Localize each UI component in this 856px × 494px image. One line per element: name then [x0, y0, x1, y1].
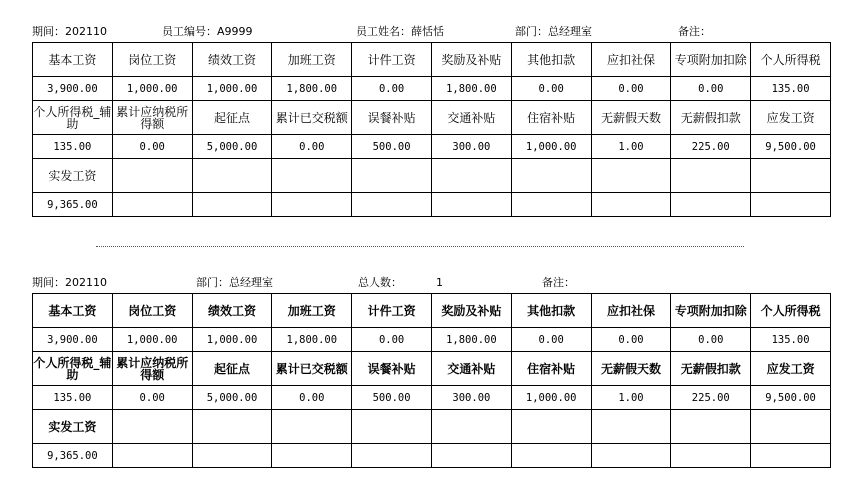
empty-cell [671, 444, 751, 468]
cell-value: 1,800.00 [272, 77, 352, 101]
cell-value: 0.00 [511, 328, 591, 352]
empty-cell [192, 410, 272, 444]
column-header: 奖励及补贴 [431, 43, 511, 77]
employee-number-label: 员工编号：A9999 [162, 25, 253, 38]
total-count-label: 总人数： [358, 276, 402, 289]
empty-cell [751, 444, 831, 468]
column-header: 专项附加扣除 [671, 43, 751, 77]
slip-divider [96, 246, 744, 247]
empty-cell [272, 410, 352, 444]
column-header: 计件工资 [352, 43, 432, 77]
column-header: 累计已交税额 [272, 101, 352, 135]
column-header: 累计已交税额 [272, 352, 352, 386]
column-header: 起征点 [192, 352, 272, 386]
cell-value: 0.00 [511, 77, 591, 101]
column-header: 个人所得税_辅助 [33, 101, 113, 135]
slip2-table [32, 293, 831, 468]
header-row [33, 43, 831, 77]
column-header: 应发工资 [751, 352, 831, 386]
column-header: 无薪假扣款 [671, 101, 751, 135]
cell-value: 135.00 [33, 386, 113, 410]
empty-cell [272, 193, 352, 217]
cell-value: 1,000.00 [112, 77, 192, 101]
header-row [33, 294, 831, 328]
column-header: 无薪假天数 [591, 101, 671, 135]
cell-value: 1,800.00 [431, 77, 511, 101]
cell-value: 0.00 [272, 135, 352, 159]
value-row [33, 444, 831, 468]
slip2-info-row [0, 275, 856, 291]
value-row [33, 77, 831, 101]
empty-cell [591, 444, 671, 468]
cell-value: 3,900.00 [33, 77, 113, 101]
empty-cell [511, 410, 591, 444]
cell-value: 0.00 [112, 386, 192, 410]
value-row [33, 386, 831, 410]
cell-value: 0.00 [671, 77, 751, 101]
header-row [33, 352, 831, 386]
empty-cell [591, 159, 671, 193]
column-header: 个人所得税 [751, 43, 831, 77]
empty-cell [431, 444, 511, 468]
empty-cell [352, 193, 432, 217]
header-row [33, 410, 831, 444]
empty-cell [112, 410, 192, 444]
note-label: 备注： [678, 25, 711, 38]
column-header: 应扣社保 [591, 294, 671, 328]
cell-value: 500.00 [352, 135, 432, 159]
department-label: 部门：总经理室 [515, 25, 592, 38]
value-row [33, 193, 831, 217]
column-header: 应发工资 [751, 101, 831, 135]
empty-cell [511, 193, 591, 217]
column-header: 应扣社保 [591, 43, 671, 77]
column-header: 绩效工资 [192, 43, 272, 77]
period-label: 期间：202110 [32, 25, 107, 38]
header-row [33, 159, 831, 193]
cell-value: 0.00 [591, 328, 671, 352]
empty-cell [352, 444, 432, 468]
slip1-info-row [0, 24, 856, 40]
column-header: 绩效工资 [192, 294, 272, 328]
empty-cell [192, 159, 272, 193]
column-header: 其他扣款 [511, 294, 591, 328]
cell-value: 1,000.00 [511, 135, 591, 159]
cell-value: 0.00 [352, 328, 432, 352]
column-header: 住宿补贴 [511, 352, 591, 386]
column-header: 交通补贴 [431, 101, 511, 135]
column-header: 基本工资 [33, 43, 113, 77]
cell-value: 300.00 [431, 135, 511, 159]
cell-value: 5,000.00 [192, 386, 272, 410]
total-count-value: 1 [436, 276, 443, 289]
cell-value: 300.00 [431, 386, 511, 410]
cell-value: 9,500.00 [751, 386, 831, 410]
cell-value: 3,900.00 [33, 328, 113, 352]
cell-value: 1,000.00 [192, 77, 272, 101]
note-label: 备注： [542, 276, 575, 289]
empty-cell [671, 159, 751, 193]
column-header: 误餐补贴 [352, 352, 432, 386]
empty-cell [192, 444, 272, 468]
cell-value: 1,000.00 [112, 328, 192, 352]
cell-value: 1,800.00 [272, 328, 352, 352]
empty-cell [112, 159, 192, 193]
cell-value: 1,000.00 [511, 386, 591, 410]
cell-value: 5,000.00 [192, 135, 272, 159]
cell-value: 9,365.00 [33, 193, 113, 217]
column-header: 实发工资 [33, 159, 113, 193]
empty-cell [431, 159, 511, 193]
column-header: 个人所得税 [751, 294, 831, 328]
column-header: 实发工资 [33, 410, 113, 444]
header-row [33, 101, 831, 135]
cell-value: 0.00 [272, 386, 352, 410]
column-header: 岗位工资 [112, 43, 192, 77]
cell-value: 1,800.00 [431, 328, 511, 352]
empty-cell [591, 410, 671, 444]
column-header: 加班工资 [272, 43, 352, 77]
value-row [33, 328, 831, 352]
cell-value: 500.00 [352, 386, 432, 410]
empty-cell [591, 193, 671, 217]
column-header: 奖励及补贴 [431, 294, 511, 328]
empty-cell [192, 193, 272, 217]
department-label: 部门：总经理室 [196, 276, 273, 289]
cell-value: 1.00 [591, 135, 671, 159]
empty-cell [751, 193, 831, 217]
column-header: 起征点 [192, 101, 272, 135]
cell-value: 135.00 [33, 135, 113, 159]
cell-value: 9,365.00 [33, 444, 113, 468]
cell-value: 135.00 [751, 328, 831, 352]
empty-cell [671, 410, 751, 444]
column-header: 岗位工资 [112, 294, 192, 328]
cell-value: 225.00 [671, 386, 751, 410]
cell-value: 1,000.00 [192, 328, 272, 352]
column-header: 累计应纳税所得额 [112, 352, 192, 386]
employee-name-label: 员工姓名：薛恬恬 [356, 25, 444, 38]
empty-cell [272, 444, 352, 468]
cell-value: 135.00 [751, 77, 831, 101]
empty-cell [272, 159, 352, 193]
column-header: 住宿补贴 [511, 101, 591, 135]
empty-cell [431, 410, 511, 444]
cell-value: 9,500.00 [751, 135, 831, 159]
column-header: 基本工资 [33, 294, 113, 328]
cell-value: 0.00 [591, 77, 671, 101]
value-row [33, 135, 831, 159]
column-header: 交通补贴 [431, 352, 511, 386]
empty-cell [112, 193, 192, 217]
column-header: 误餐补贴 [352, 101, 432, 135]
cell-value: 0.00 [352, 77, 432, 101]
slip1-table [32, 42, 831, 217]
empty-cell [751, 410, 831, 444]
empty-cell [112, 444, 192, 468]
empty-cell [671, 193, 751, 217]
column-header: 其他扣款 [511, 43, 591, 77]
period-label: 期间：202110 [32, 276, 107, 289]
empty-cell [511, 159, 591, 193]
column-header: 加班工资 [272, 294, 352, 328]
cell-value: 0.00 [671, 328, 751, 352]
empty-cell [511, 444, 591, 468]
column-header: 专项附加扣除 [671, 294, 751, 328]
column-header: 无薪假扣款 [671, 352, 751, 386]
empty-cell [352, 159, 432, 193]
empty-cell [431, 193, 511, 217]
cell-value: 1.00 [591, 386, 671, 410]
empty-cell [352, 410, 432, 444]
column-header: 计件工资 [352, 294, 432, 328]
column-header: 个人所得税_辅助 [33, 352, 113, 386]
empty-cell [751, 159, 831, 193]
column-header: 累计应纳税所得额 [112, 101, 192, 135]
cell-value: 225.00 [671, 135, 751, 159]
cell-value: 0.00 [112, 135, 192, 159]
column-header: 无薪假天数 [591, 352, 671, 386]
